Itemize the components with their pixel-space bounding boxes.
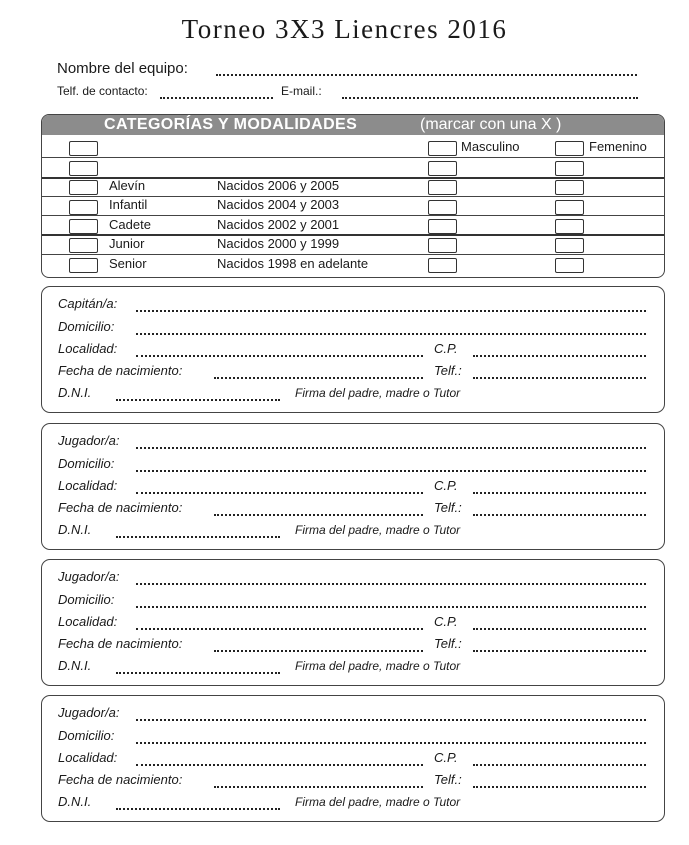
- contact-phone-field[interactable]: [160, 97, 273, 99]
- dni-field[interactable]: [116, 808, 280, 810]
- dni-label: D.N.I.: [58, 522, 92, 537]
- checkbox-blank-male[interactable]: [428, 161, 457, 176]
- postcode-label: C.P.: [434, 614, 458, 629]
- address-field[interactable]: [136, 606, 646, 608]
- dni-field[interactable]: [116, 672, 280, 674]
- category-name-alevin: Alevín: [109, 178, 146, 193]
- guardian-signature-label: Firma del padre, madre o Tutor: [295, 795, 461, 809]
- checkbox-alevin[interactable]: [69, 180, 98, 195]
- team-name-field[interactable]: [216, 74, 637, 76]
- postcode-field[interactable]: [473, 355, 646, 357]
- postcode-field[interactable]: [473, 492, 646, 494]
- checkbox-junior-male[interactable]: [428, 238, 457, 253]
- town-label: Localidad:: [58, 750, 118, 765]
- name-field[interactable]: [136, 447, 646, 449]
- town-label: Localidad:: [58, 614, 118, 629]
- checkbox-junior[interactable]: [69, 238, 98, 253]
- phone-label: Telf.:: [434, 363, 462, 378]
- postcode-label: C.P.: [434, 750, 458, 765]
- player-form-1: [41, 423, 665, 550]
- address-label: Domicilio:: [58, 728, 115, 743]
- category-name-infantil: Infantil: [109, 197, 148, 212]
- phone-field[interactable]: [473, 650, 646, 652]
- category-years-cadete: Nacidos 2002 y 2001: [217, 217, 340, 232]
- checkbox-header-extra[interactable]: [69, 141, 98, 156]
- row-divider: [42, 254, 664, 255]
- town-field[interactable]: [136, 764, 423, 766]
- guardian-signature-label: Firma del padre, madre o Tutor: [295, 523, 461, 537]
- birth-date-field[interactable]: [214, 377, 423, 379]
- birth-date-field[interactable]: [214, 650, 423, 652]
- checkbox-senior-male[interactable]: [428, 258, 457, 273]
- checkbox-senior-female[interactable]: [555, 258, 584, 273]
- captain-form: [41, 286, 665, 413]
- checkbox-senior[interactable]: [69, 258, 98, 273]
- categories-note: (marcar con una X ): [420, 116, 562, 133]
- checkbox-alevin-male[interactable]: [428, 180, 457, 195]
- address-label: Domicilio:: [58, 456, 115, 471]
- categories-table: [41, 114, 665, 278]
- checkbox-female-header[interactable]: [555, 141, 584, 156]
- phone-label: Telf.:: [434, 500, 462, 515]
- categories-heading: CATEGORÍAS Y MODALIDADES: [104, 116, 358, 133]
- name-field[interactable]: [136, 583, 646, 585]
- town-label: Localidad:: [58, 478, 118, 493]
- categories-header: [42, 115, 664, 135]
- role-label: Capitán/a:: [58, 296, 118, 311]
- phone-field[interactable]: [473, 514, 646, 516]
- guardian-signature-label: Firma del padre, madre o Tutor: [295, 659, 461, 673]
- email-field[interactable]: [342, 97, 638, 99]
- postcode-field[interactable]: [473, 628, 646, 630]
- checkbox-cadete-female[interactable]: [555, 219, 584, 234]
- birth-date-field[interactable]: [214, 786, 423, 788]
- phone-label: Telf.:: [434, 772, 462, 787]
- address-field[interactable]: [136, 470, 646, 472]
- postcode-field[interactable]: [473, 764, 646, 766]
- row-divider: [42, 215, 664, 216]
- address-label: Domicilio:: [58, 319, 115, 334]
- postcode-label: C.P.: [434, 341, 458, 356]
- town-label: Localidad:: [58, 341, 118, 356]
- checkbox-cadete-male[interactable]: [428, 219, 457, 234]
- birth-date-label: Fecha de nacimiento:: [58, 363, 183, 378]
- birth-date-label: Fecha de nacimiento:: [58, 636, 183, 651]
- contact-phone-label: Telf. de contacto:: [57, 84, 148, 98]
- checkbox-male-header[interactable]: [428, 141, 457, 156]
- birth-date-label: Fecha de nacimiento:: [58, 500, 183, 515]
- address-field[interactable]: [136, 742, 646, 744]
- dni-field[interactable]: [116, 536, 280, 538]
- male-column-label: Masculino: [461, 139, 520, 154]
- player-form-2: [41, 559, 665, 686]
- row-divider: [42, 157, 664, 158]
- checkbox-infantil-male[interactable]: [428, 200, 457, 215]
- category-years-infantil: Nacidos 2004 y 2003: [217, 197, 340, 212]
- phone-field[interactable]: [473, 377, 646, 379]
- category-name-cadete: Cadete: [109, 217, 151, 232]
- birth-date-field[interactable]: [214, 514, 423, 516]
- category-name-junior: Junior: [109, 236, 145, 251]
- role-label: Jugador/a:: [58, 705, 120, 720]
- role-label: Jugador/a:: [58, 569, 120, 584]
- address-field[interactable]: [136, 333, 646, 335]
- category-years-alevin: Nacidos 2006 y 2005: [217, 178, 340, 193]
- dni-label: D.N.I.: [58, 794, 92, 809]
- address-label: Domicilio:: [58, 592, 115, 607]
- checkbox-cadete[interactable]: [69, 219, 98, 234]
- phone-label: Telf.:: [434, 636, 462, 651]
- name-field[interactable]: [136, 719, 646, 721]
- phone-field[interactable]: [473, 786, 646, 788]
- town-field[interactable]: [136, 355, 423, 357]
- dni-field[interactable]: [116, 399, 280, 401]
- email-label: E-mail.:: [281, 84, 322, 98]
- checkbox-alevin-female[interactable]: [555, 180, 584, 195]
- checkbox-blank-row[interactable]: [69, 161, 98, 176]
- checkbox-junior-female[interactable]: [555, 238, 584, 253]
- guardian-signature-label: Firma del padre, madre o Tutor: [295, 386, 461, 400]
- birth-date-label: Fecha de nacimiento:: [58, 772, 183, 787]
- category-name-senior: Senior: [109, 256, 147, 271]
- category-years-senior: Nacidos 1998 en adelante: [217, 256, 369, 271]
- name-field[interactable]: [136, 310, 646, 312]
- postcode-label: C.P.: [434, 478, 458, 493]
- category-years-junior: Nacidos 2000 y 1999: [217, 236, 340, 251]
- dni-label: D.N.I.: [58, 658, 92, 673]
- female-column-label: Femenino: [589, 139, 647, 154]
- town-field[interactable]: [136, 628, 423, 630]
- page-title: Torneo 3X3 Liencres 2016: [181, 14, 508, 44]
- player-form-3: [41, 695, 665, 822]
- checkbox-blank-female[interactable]: [555, 161, 584, 176]
- team-name-label: Nombre del equipo:: [57, 60, 188, 77]
- town-field[interactable]: [136, 492, 423, 494]
- checkbox-infantil-female[interactable]: [555, 200, 584, 215]
- checkbox-infantil[interactable]: [69, 200, 98, 215]
- dni-label: D.N.I.: [58, 385, 92, 400]
- role-label: Jugador/a:: [58, 433, 120, 448]
